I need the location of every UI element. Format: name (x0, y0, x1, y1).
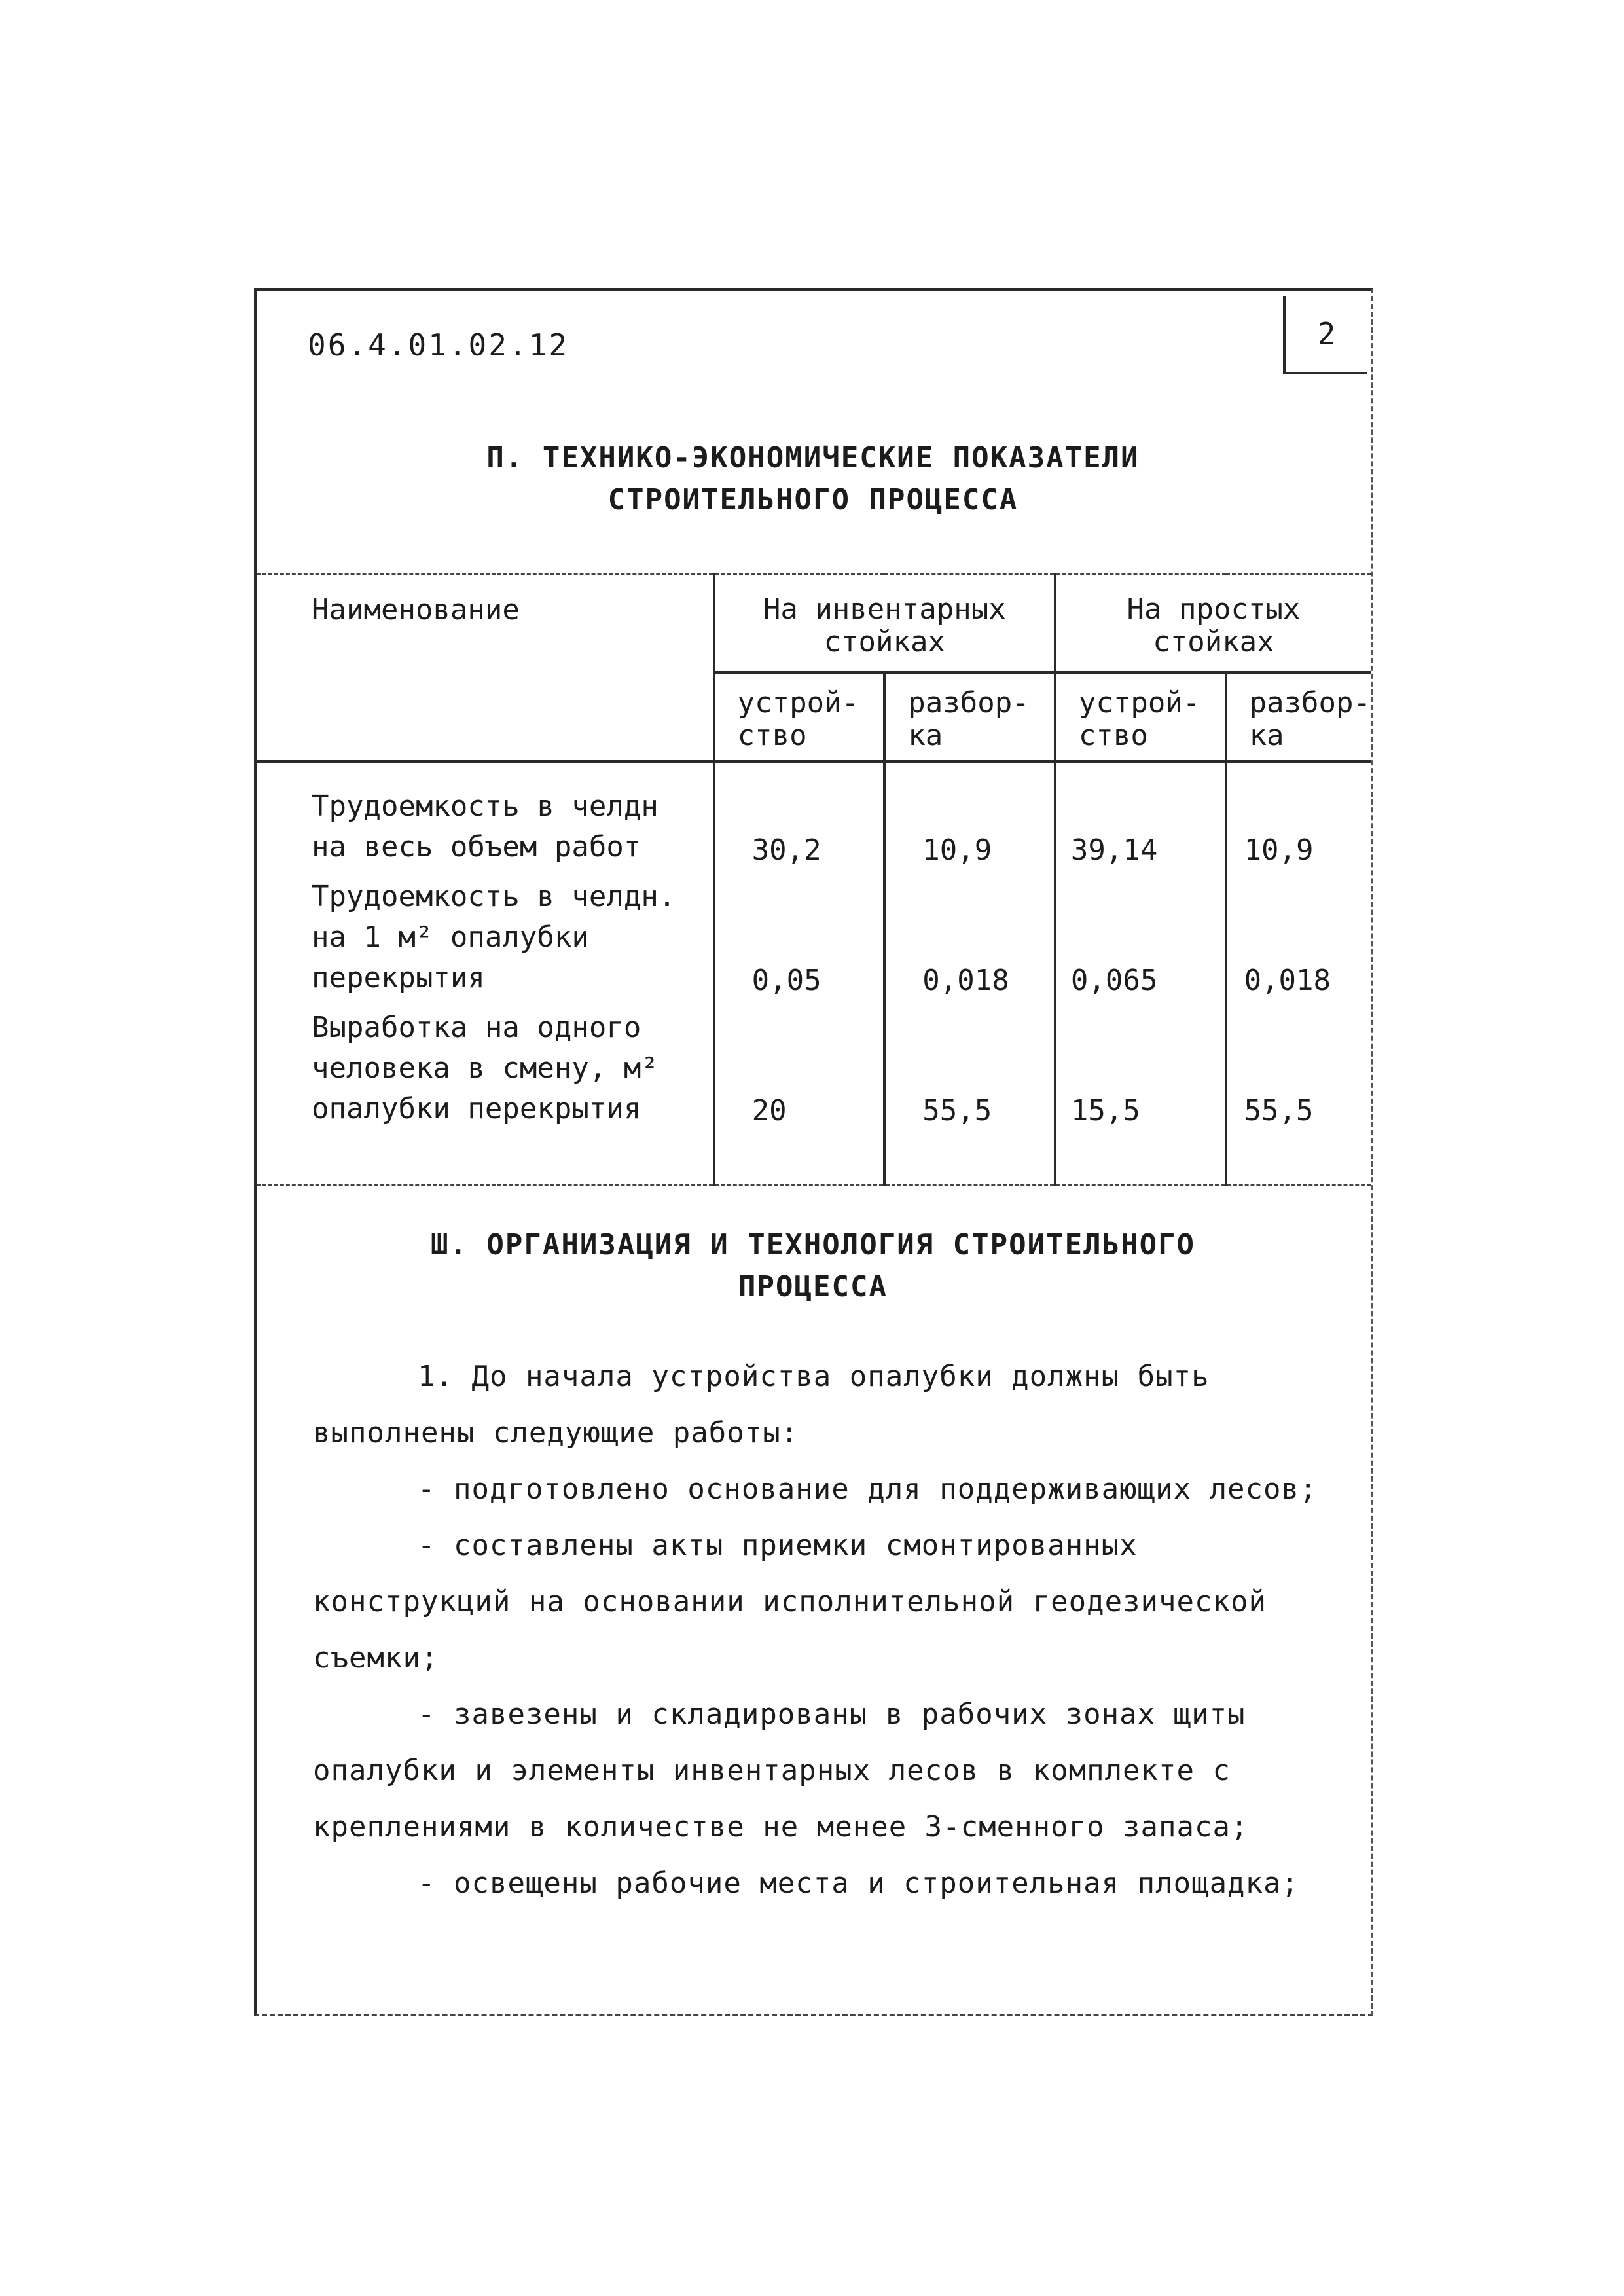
value-cell: 0,065 (1070, 963, 1158, 997)
list-item: - составлены акты приемки смонтированных конструкций на основании исполнительной геодезической съемки; (313, 1529, 1267, 1675)
value-cell: 30,2 (751, 833, 821, 867)
column-header-name: Наименование (257, 574, 714, 761)
value-cell: 55,5 (1244, 1093, 1314, 1127)
value-cell: 0,05 (751, 963, 821, 997)
column-header-dismantle: разбор- ка (1226, 672, 1371, 761)
values-col-3 (1055, 761, 1226, 1185)
row-name-labor-per-m2: Трудоемкость в челдн. на 1 м² опалубки перекрытия (312, 879, 676, 994)
list-item: - завезены и складированы в рабочих зонах щиты опалубки и элементы инвентарных лесов в комплекте с креплениями в количестве не менее 3-сменного запаса; (313, 1698, 1249, 1844)
column-header-dismantle: разбор- ка (884, 672, 1055, 761)
column-header-install: устрой- ство (1055, 672, 1226, 761)
value-cell: 15,5 (1070, 1093, 1140, 1127)
row-name-output-per-worker: Выработка на одного человека в смену, м² опалубки перекрытия (312, 1010, 659, 1125)
values-col-4 (1226, 761, 1371, 1185)
column-group-simple-props: На простых стойках (1055, 574, 1371, 672)
page-number: 2 (1283, 296, 1367, 374)
value-cell: 10,9 (922, 833, 992, 867)
paragraph-1: 1. До начала устройства опалубки должны быть выполнены следующие работы: (313, 1360, 1210, 1449)
section-3-title: Ш. ОРГАНИЗАЦИЯ И ТЕХНОЛОГИЯ СТРОИТЕЛЬНОГО ПРОЦЕССА (430, 1228, 1196, 1303)
value-cell: 20 (751, 1093, 787, 1127)
row-name-labor-total: Трудоемкость в челдн на весь объем работ (312, 789, 659, 864)
document-code: 06.4.01.02.12 (308, 327, 569, 363)
values-col-2 (884, 761, 1055, 1185)
value-cell: 0,018 (1244, 963, 1331, 997)
row-names (257, 761, 714, 1185)
column-group-inventory-props: На инвентарных стойках (714, 574, 1055, 672)
section-2-title: П. ТЕХНИКО-ЭКОНОМИЧЕСКИЕ ПОКАЗАТЕЛИ СТРОИТЕЛЬНОГО ПРОЦЕССА (486, 441, 1140, 517)
value-cell: 10,9 (1244, 833, 1314, 867)
section-3-body (313, 1349, 1334, 1912)
list-item: - освещены рабочие места и строительная площадка; (418, 1867, 1300, 1900)
value-cell: 55,5 (922, 1093, 992, 1127)
values-col-1 (714, 761, 885, 1185)
column-header-install: устрой- ство (714, 672, 885, 761)
list-item: - подготовлено основание для поддерживающих лесов; (418, 1472, 1318, 1506)
value-cell: 39,14 (1070, 833, 1158, 867)
indicators-table (257, 573, 1371, 1186)
value-cell: 0,018 (922, 963, 1009, 997)
